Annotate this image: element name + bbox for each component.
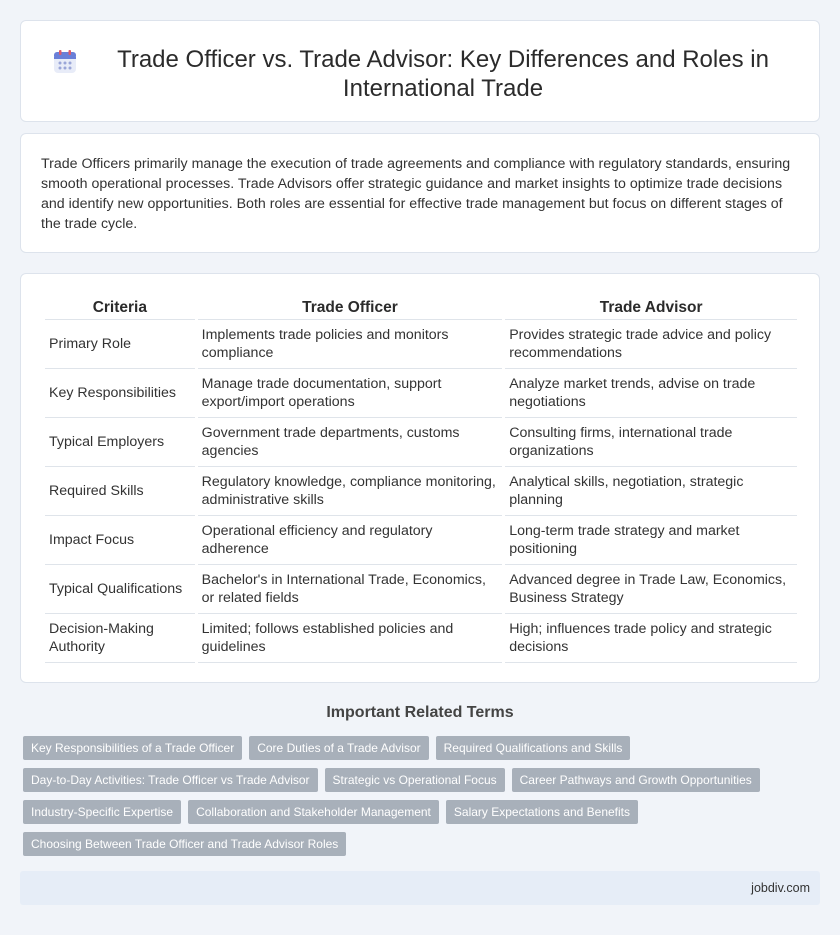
- related-tag[interactable]: Salary Expectations and Benefits: [446, 800, 638, 824]
- criteria-cell: Decision-Making Authority: [45, 614, 195, 663]
- criteria-cell: Primary Role: [45, 320, 195, 369]
- intro-card: [20, 133, 820, 253]
- table-row: [45, 565, 797, 614]
- trade-advisor-cell: Advanced degree in Trade Law, Economics, Business Strategy: [505, 565, 797, 614]
- related-tag[interactable]: Key Responsibilities of a Trade Officer: [23, 736, 242, 760]
- criteria-cell: Impact Focus: [45, 516, 195, 565]
- related-tag[interactable]: Choosing Between Trade Officer and Trade Advisor Roles: [23, 832, 346, 856]
- trade-officer-cell: Implements trade policies and monitors compliance: [198, 320, 503, 369]
- intro-paragraph: Trade Officers primarily manage the execution of trade agreements and compliance with regulatory standards, ensuring smooth operational processes. Trade Advisors offer strategic guidance and market insights to optimize trade decisions and identify new opportunities. Both roles are essential for effective trade management but focus on different stages of the trade cycle.: [41, 156, 791, 232]
- trade-officer-cell: Limited; follows established policies and guidelines: [198, 614, 503, 663]
- column-header-trade-officer: Trade Officer: [198, 296, 503, 320]
- trade-officer-cell: Bachelor's in International Trade, Economics, or related fields: [198, 565, 503, 614]
- column-header-criteria: Criteria: [45, 296, 195, 320]
- criteria-cell: Typical Employers: [45, 418, 195, 467]
- trade-officer-cell: Operational efficiency and regulatory adherence: [198, 516, 503, 565]
- trade-advisor-cell: Long-term trade strategy and market positioning: [505, 516, 797, 565]
- comparison-card: [20, 273, 820, 683]
- trade-officer-cell: Regulatory knowledge, compliance monitoring, administrative skills: [198, 467, 503, 516]
- footer: [20, 871, 820, 905]
- related-tag[interactable]: Industry-Specific Expertise: [23, 800, 181, 824]
- footer-site-link[interactable]: jobdiv.com: [751, 881, 810, 895]
- trade-advisor-cell: High; influences trade policy and strategic decisions: [505, 614, 797, 663]
- trade-officer-cell: Government trade departments, customs agencies: [198, 418, 503, 467]
- related-tag[interactable]: Core Duties of a Trade Advisor: [249, 736, 428, 760]
- related-tag[interactable]: Strategic vs Operational Focus: [325, 768, 505, 792]
- page-title: Trade Officer vs. Trade Advisor: Key Differences and Roles in International Trade: [117, 46, 769, 102]
- table-row: [45, 320, 797, 369]
- table-row: [45, 369, 797, 418]
- trade-officer-cell: Manage trade documentation, support export/import operations: [198, 369, 503, 418]
- table-row: [45, 418, 797, 467]
- related-tag[interactable]: Career Pathways and Growth Opportunities: [512, 768, 760, 792]
- table-row: [45, 614, 797, 663]
- criteria-cell: Typical Qualifications: [45, 565, 195, 614]
- related-tag[interactable]: Required Qualifications and Skills: [436, 736, 631, 760]
- column-header-trade-advisor: Trade Advisor: [505, 296, 797, 320]
- trade-advisor-cell: Analyze market trends, advise on trade negotiations: [505, 369, 797, 418]
- related-terms-tags: [23, 736, 803, 856]
- table-row: [45, 467, 797, 516]
- related-terms-title: Important Related Terms: [326, 704, 514, 721]
- comparison-table: [42, 296, 800, 663]
- table-header-row: [45, 296, 797, 320]
- trade-advisor-cell: Consulting firms, international trade organizations: [505, 418, 797, 467]
- calendar-icon: [52, 49, 78, 75]
- criteria-cell: Key Responsibilities: [45, 369, 195, 418]
- criteria-cell: Required Skills: [45, 467, 195, 516]
- header-card: [20, 20, 820, 122]
- trade-advisor-cell: Analytical skills, negotiation, strategic planning: [505, 467, 797, 516]
- table-row: [45, 516, 797, 565]
- related-tag[interactable]: Day-to-Day Activities: Trade Officer vs Trade Advisor: [23, 768, 318, 792]
- related-tag[interactable]: Collaboration and Stakeholder Management: [188, 800, 439, 824]
- trade-advisor-cell: Provides strategic trade advice and policy recommendations: [505, 320, 797, 369]
